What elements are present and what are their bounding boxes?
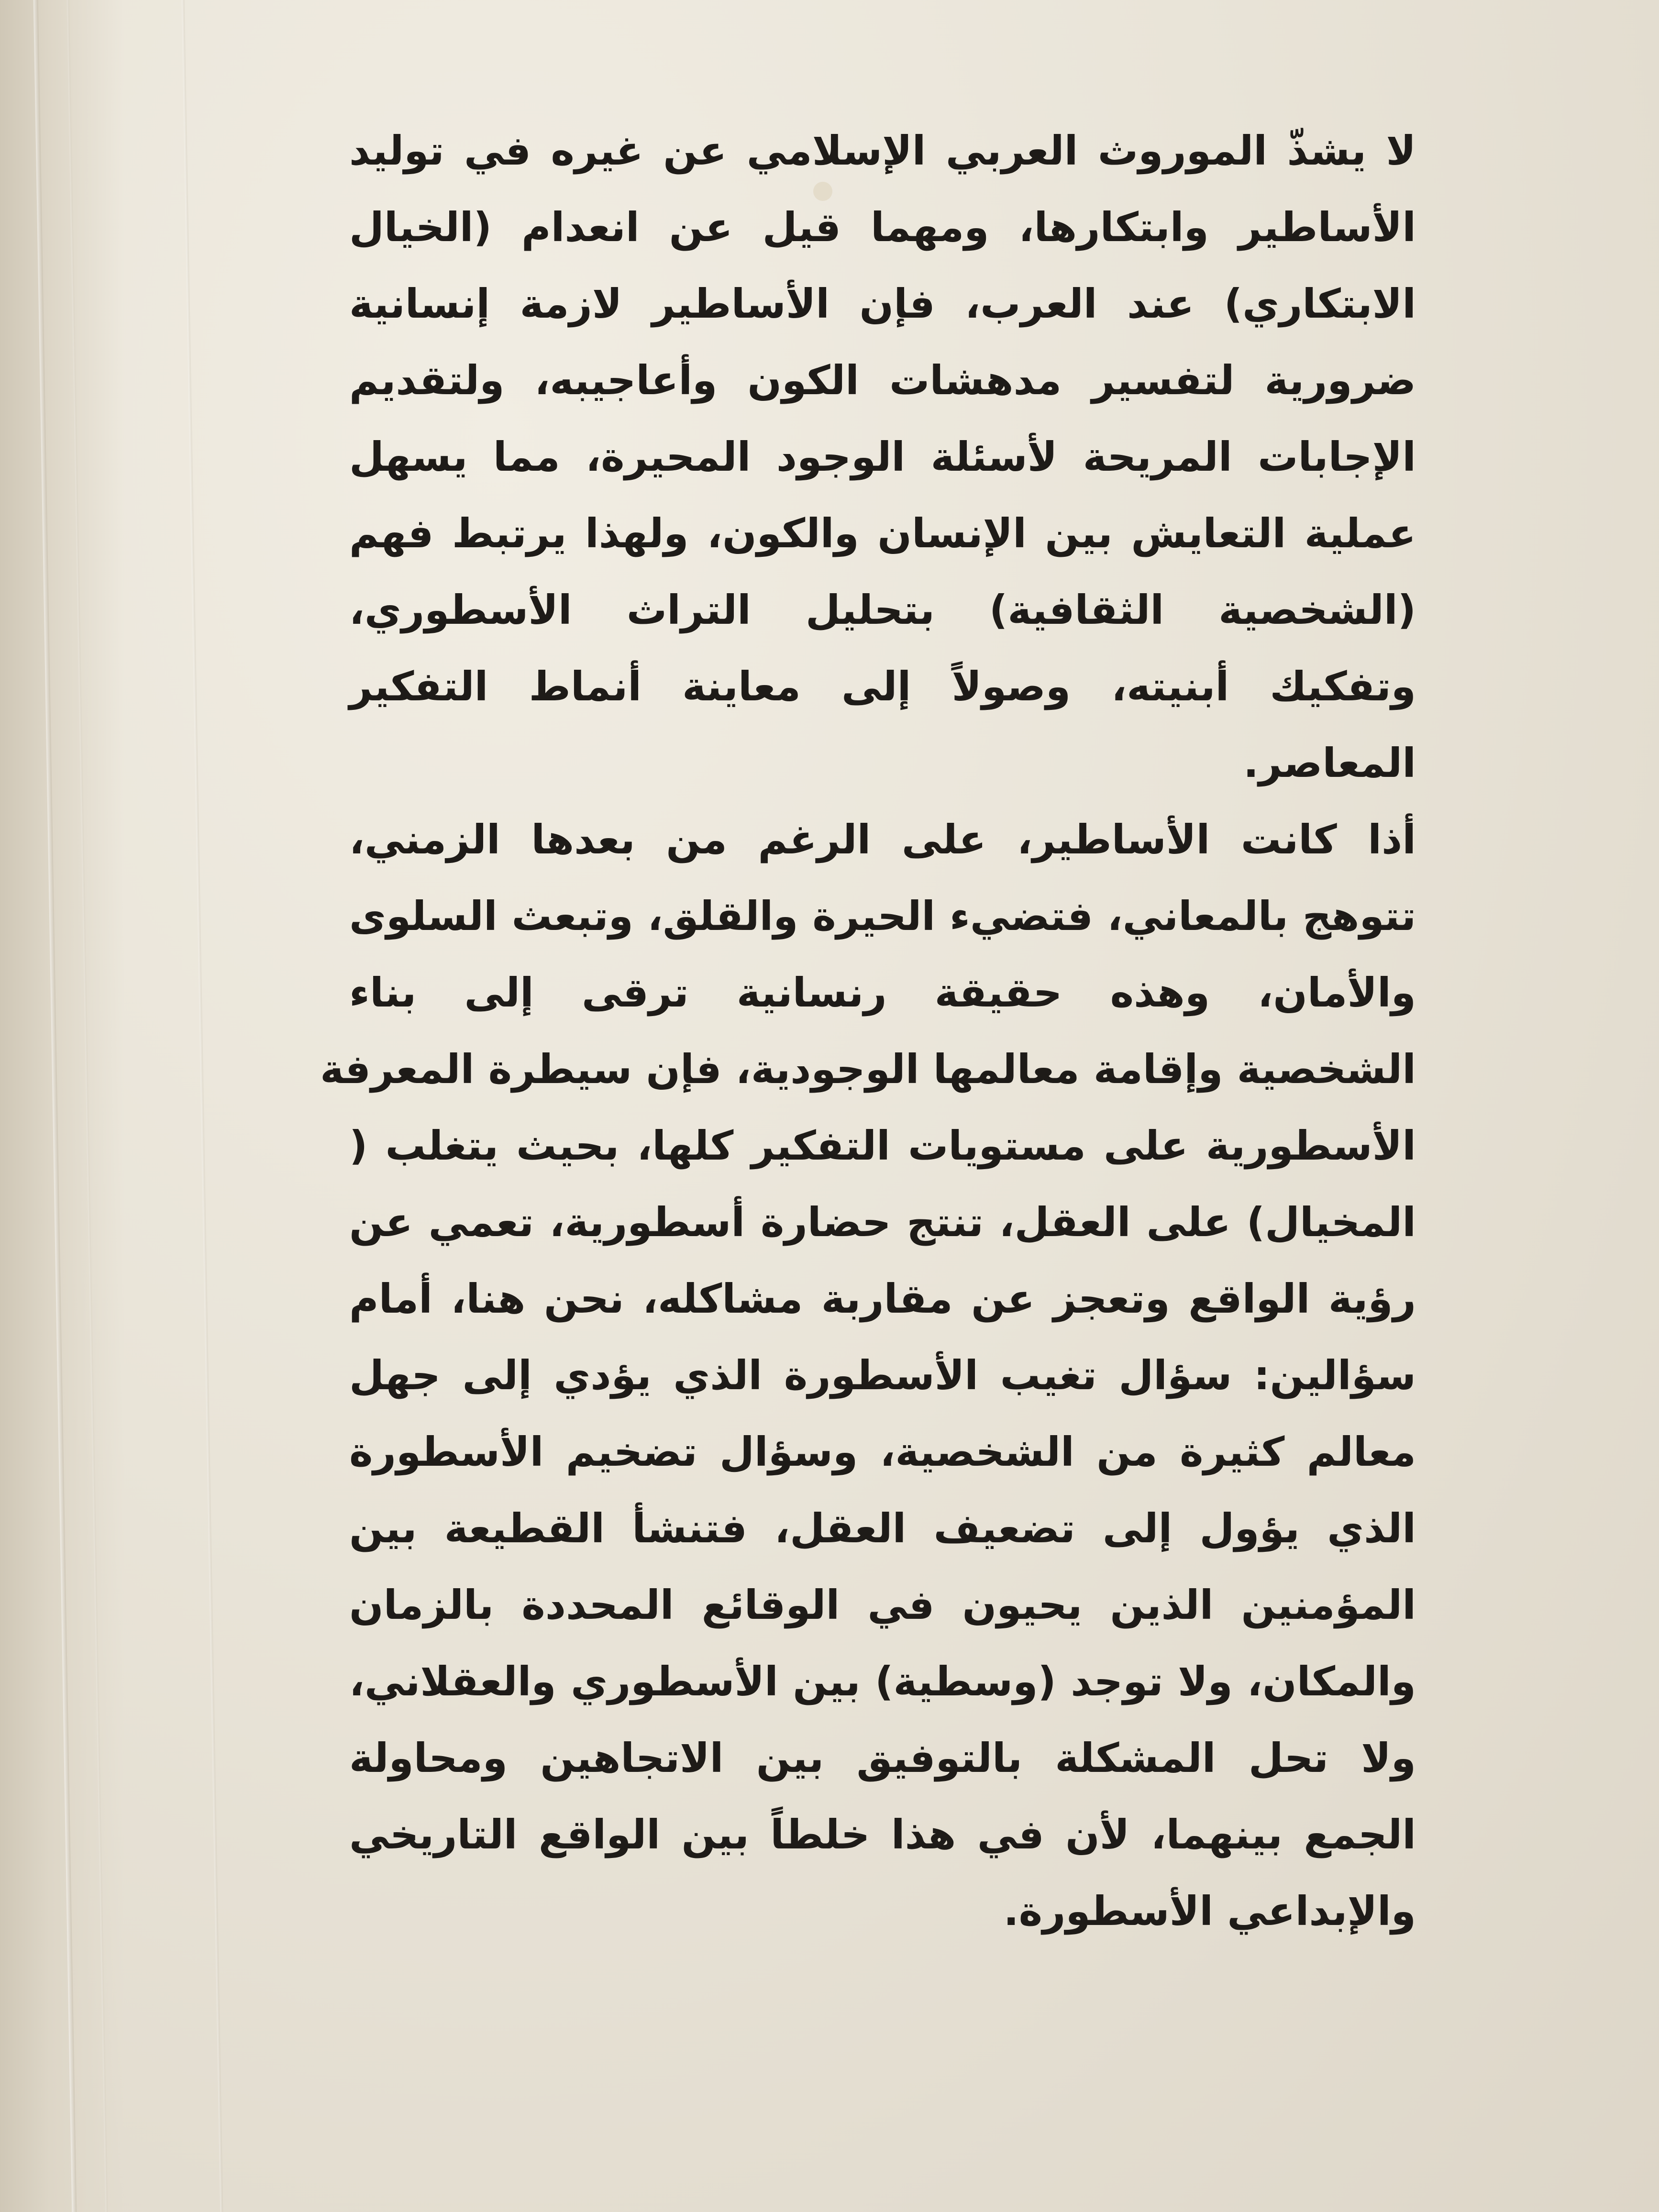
paragraph-1 <box>349 112 1416 801</box>
text-line: الإجابات المريحة لأسئلة الوجود المحيرة، مما يسهل <box>349 433 1416 480</box>
text-line: الأساطير وابتكارها، ومهما قيل عن انعدام (الخيال <box>349 204 1416 251</box>
text-line: الجمع بينهما، لأن في هذا خلطاً بين الواقع التاريخي <box>349 1811 1416 1858</box>
text-line: تتوهج بالمعاني، فتضيء الحيرة والقلق، وتبعث السلوى <box>349 893 1416 940</box>
cover-crease <box>182 0 223 2212</box>
text-line: عملية التعايش بين الإنسان والكون، ولهذا يرتبط فهم <box>349 510 1416 557</box>
text-line: ولا تحل المشكلة بالتوفيق بين الاتجاهين ومحاولة <box>349 1735 1416 1781</box>
text-line: معالم كثيرة من الشخصية، وسؤال تضخيم الأسطورة <box>349 1428 1416 1475</box>
text-line: أذا كانت الأساطير، على الرغم من بعدها الزمني، <box>349 816 1416 863</box>
text-line: لا يشذّ الموروث العربي الإسلامي عن غيره في توليد <box>349 127 1416 174</box>
text-line: رؤية الواقع وتعجز عن مقاربة مشاكله، نحن هنا، أمام <box>349 1275 1416 1322</box>
text-line: (الشخصية الثقافية) بتحليل التراث الأسطوري، <box>349 586 1416 633</box>
text-line: وتفكيك أبنيته، وصولاً إلى معاينة أنماط التفكير <box>349 663 1416 710</box>
text-line: والمكان، ولا توجد (وسطية) بين الأسطوري والعقلاني، <box>349 1658 1416 1705</box>
text-line: الشخصية وإقامة معالمها الوجودية، فإن سيطرة المعرفة <box>320 1046 1416 1093</box>
text-line: الأسطورية على مستويات التفكير كلها، بحيث يتغلب ( <box>349 1122 1416 1169</box>
text-line: المؤمنين الذين يحيون في الوقائع المحددة بالزمان <box>349 1582 1416 1628</box>
text-line: والإبداعي الأسطورة. <box>1003 1888 1416 1935</box>
blurb-text <box>320 112 1416 1949</box>
text-line: المخيال) على العقل، تنتج حضارة أسطورية، تعمي عن <box>349 1199 1416 1246</box>
paragraph-2 <box>320 801 1416 1949</box>
text-line: الذي يؤول إلى تضعيف العقل، فتنشأ القطيعة بين <box>349 1505 1416 1552</box>
text-line: والأمان، وهذه حقيقة رنسانية ترقى إلى بناء <box>349 969 1416 1016</box>
text-line: الابتكاري) عند العرب، فإن الأساطير لازمة إنسانية <box>349 280 1416 327</box>
text-line: سؤالين: سؤال تغيب الأسطورة الذي يؤدي إلى جهل <box>349 1352 1416 1399</box>
text-line: ضرورية لتفسير مدهشات الكون وأعاجيبه، ولتقديم <box>349 357 1416 404</box>
spine-shadow <box>0 0 124 2212</box>
text-line: المعاصر. <box>1243 740 1416 786</box>
